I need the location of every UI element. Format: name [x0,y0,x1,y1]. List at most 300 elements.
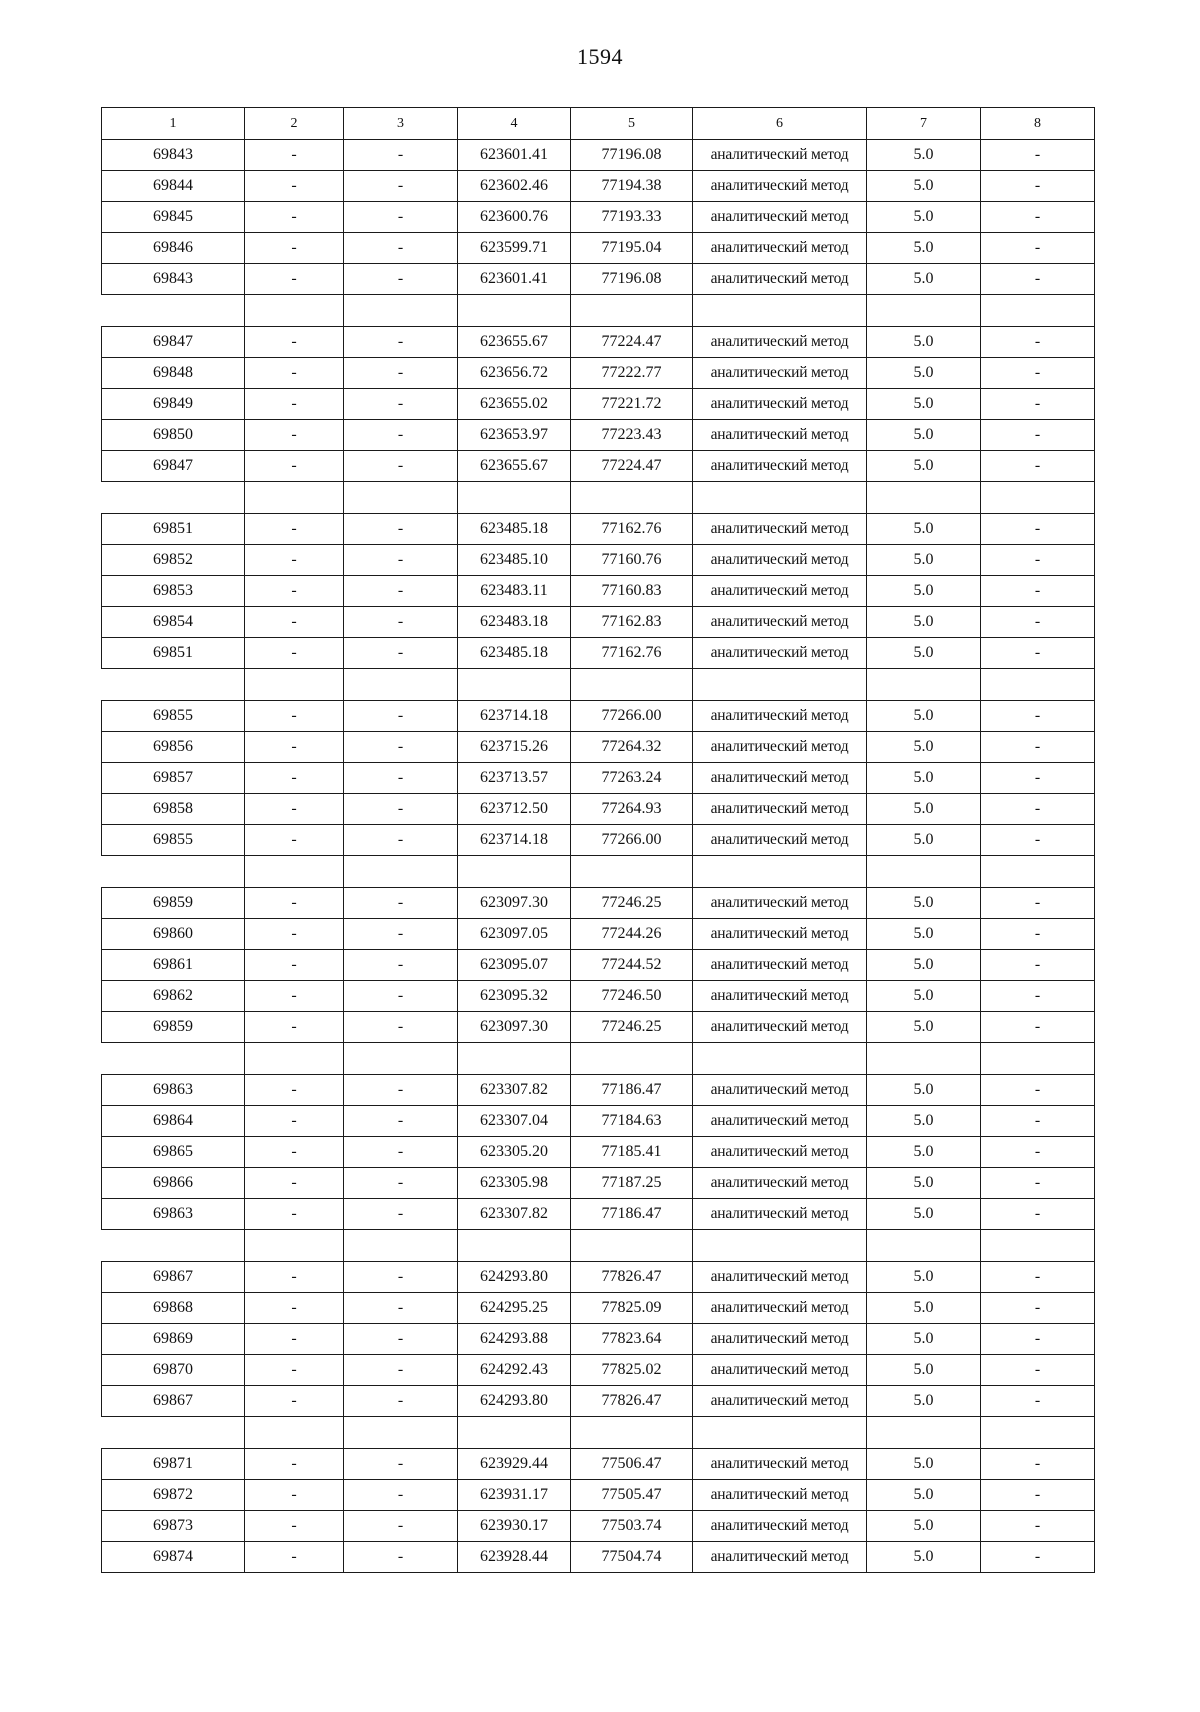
group-separator-row [102,1417,1095,1449]
col3-cell: - [344,638,458,669]
accuracy-cell: 5.0 [867,1480,981,1511]
x-coordinate-cell: 623714.18 [458,825,571,856]
x-coordinate-cell: 623097.05 [458,919,571,950]
accuracy-cell: 5.0 [867,264,981,295]
col8-cell: - [981,1075,1095,1106]
x-coordinate-cell: 623656.72 [458,358,571,389]
empty-cell [981,1230,1095,1262]
x-coordinate-cell: 623307.04 [458,1106,571,1137]
column-header-3: 3 [344,108,458,140]
col2-cell: - [245,701,344,732]
table-row [102,1293,1095,1324]
x-coordinate-cell: 623655.67 [458,451,571,482]
point-number-cell: 69866 [102,1168,245,1199]
point-number-cell: 69860 [102,919,245,950]
group-separator-row [102,856,1095,888]
table-row [102,1386,1095,1417]
x-coordinate-cell: 624292.43 [458,1355,571,1386]
y-coordinate-cell: 77506.47 [571,1449,693,1480]
accuracy-cell: 5.0 [867,545,981,576]
x-coordinate-cell: 623715.26 [458,732,571,763]
col8-cell: - [981,576,1095,607]
y-coordinate-cell: 77162.76 [571,638,693,669]
method-cell: аналитический метод [693,358,867,389]
group-separator-row [102,669,1095,701]
point-number-cell: 69853 [102,576,245,607]
x-coordinate-cell: 624293.88 [458,1324,571,1355]
method-cell: аналитический метод [693,389,867,420]
col3-cell: - [344,701,458,732]
empty-cell [245,669,344,701]
empty-cell [571,482,693,514]
empty-cell [981,669,1095,701]
table-row [102,981,1095,1012]
x-coordinate-cell: 623713.57 [458,763,571,794]
col3-cell: - [344,981,458,1012]
empty-cell [102,669,245,701]
col8-cell: - [981,1480,1095,1511]
table-row [102,264,1095,295]
col3-cell: - [344,514,458,545]
y-coordinate-cell: 77826.47 [571,1386,693,1417]
point-number-cell: 69857 [102,763,245,794]
method-cell: аналитический метод [693,576,867,607]
col3-cell: - [344,607,458,638]
accuracy-cell: 5.0 [867,140,981,171]
col8-cell: - [981,794,1095,825]
column-header-6: 6 [693,108,867,140]
table-row [102,233,1095,264]
y-coordinate-cell: 77266.00 [571,825,693,856]
col3-cell: - [344,1324,458,1355]
table-row [102,701,1095,732]
point-number-cell: 69865 [102,1137,245,1168]
col3-cell: - [344,420,458,451]
col3-cell: - [344,919,458,950]
empty-cell [693,1043,867,1075]
col2-cell: - [245,981,344,1012]
col3-cell: - [344,202,458,233]
x-coordinate-cell: 623305.20 [458,1137,571,1168]
empty-cell [571,1417,693,1449]
table-row [102,576,1095,607]
group-separator-row [102,295,1095,327]
col2-cell: - [245,1106,344,1137]
empty-cell [458,1417,571,1449]
table-row [102,327,1095,358]
method-cell: аналитический метод [693,233,867,264]
col8-cell: - [981,1511,1095,1542]
group-separator-row [102,482,1095,514]
empty-cell [102,295,245,327]
y-coordinate-cell: 77187.25 [571,1168,693,1199]
method-cell: аналитический метод [693,327,867,358]
col3-cell: - [344,1137,458,1168]
point-number-cell: 69868 [102,1293,245,1324]
col3-cell: - [344,1293,458,1324]
table-row [102,638,1095,669]
x-coordinate-cell: 623599.71 [458,233,571,264]
y-coordinate-cell: 77196.08 [571,264,693,295]
y-coordinate-cell: 77266.00 [571,701,693,732]
empty-cell [571,669,693,701]
col3-cell: - [344,233,458,264]
accuracy-cell: 5.0 [867,1012,981,1043]
x-coordinate-cell: 623307.82 [458,1075,571,1106]
table-row [102,950,1095,981]
method-cell: аналитический метод [693,140,867,171]
method-cell: аналитический метод [693,607,867,638]
col8-cell: - [981,1106,1095,1137]
y-coordinate-cell: 77504.74 [571,1542,693,1573]
y-coordinate-cell: 77503.74 [571,1511,693,1542]
empty-cell [458,669,571,701]
x-coordinate-cell: 624293.80 [458,1262,571,1293]
accuracy-cell: 5.0 [867,763,981,794]
col3-cell: - [344,732,458,763]
col8-cell: - [981,888,1095,919]
empty-cell [458,1043,571,1075]
y-coordinate-cell: 77160.83 [571,576,693,607]
col2-cell: - [245,763,344,794]
method-cell: аналитический метод [693,202,867,233]
col2-cell: - [245,1168,344,1199]
point-number-cell: 69850 [102,420,245,451]
table-row [102,732,1095,763]
method-cell: аналитический метод [693,1324,867,1355]
col2-cell: - [245,1324,344,1355]
x-coordinate-cell: 624293.80 [458,1386,571,1417]
point-number-cell: 69863 [102,1075,245,1106]
col8-cell: - [981,358,1095,389]
accuracy-cell: 5.0 [867,1199,981,1230]
y-coordinate-cell: 77246.25 [571,1012,693,1043]
col8-cell: - [981,389,1095,420]
method-cell: аналитический метод [693,545,867,576]
col2-cell: - [245,1542,344,1573]
col8-cell: - [981,545,1095,576]
empty-cell [693,295,867,327]
table-row [102,1480,1095,1511]
col2-cell: - [245,420,344,451]
y-coordinate-cell: 77186.47 [571,1075,693,1106]
col8-cell: - [981,1324,1095,1355]
y-coordinate-cell: 77186.47 [571,1199,693,1230]
x-coordinate-cell: 623712.50 [458,794,571,825]
y-coordinate-cell: 77264.93 [571,794,693,825]
x-coordinate-cell: 623305.98 [458,1168,571,1199]
method-cell: аналитический метод [693,1012,867,1043]
point-number-cell: 69863 [102,1199,245,1230]
col8-cell: - [981,233,1095,264]
x-coordinate-cell: 624295.25 [458,1293,571,1324]
point-number-cell: 69870 [102,1355,245,1386]
accuracy-cell: 5.0 [867,1542,981,1573]
point-number-cell: 69861 [102,950,245,981]
col3-cell: - [344,1168,458,1199]
col2-cell: - [245,171,344,202]
y-coordinate-cell: 77196.08 [571,140,693,171]
accuracy-cell: 5.0 [867,1355,981,1386]
method-cell: аналитический метод [693,919,867,950]
empty-cell [344,295,458,327]
col8-cell: - [981,140,1095,171]
accuracy-cell: 5.0 [867,171,981,202]
col3-cell: - [344,1386,458,1417]
y-coordinate-cell: 77193.33 [571,202,693,233]
point-number-cell: 69855 [102,825,245,856]
method-cell: аналитический метод [693,1511,867,1542]
accuracy-cell: 5.0 [867,420,981,451]
col3-cell: - [344,327,458,358]
method-cell: аналитический метод [693,1449,867,1480]
col3-cell: - [344,1542,458,1573]
col8-cell: - [981,732,1095,763]
point-number-cell: 69872 [102,1480,245,1511]
col3-cell: - [344,140,458,171]
accuracy-cell: 5.0 [867,638,981,669]
table-row [102,1106,1095,1137]
table-row [102,1449,1095,1480]
col2-cell: - [245,1199,344,1230]
accuracy-cell: 5.0 [867,1293,981,1324]
empty-cell [867,669,981,701]
empty-cell [867,482,981,514]
col8-cell: - [981,202,1095,233]
col8-cell: - [981,950,1095,981]
x-coordinate-cell: 623601.41 [458,264,571,295]
col8-cell: - [981,919,1095,950]
empty-cell [458,856,571,888]
point-number-cell: 69867 [102,1386,245,1417]
group-separator-row [102,1043,1095,1075]
method-cell: аналитический метод [693,794,867,825]
x-coordinate-cell: 623929.44 [458,1449,571,1480]
table-row [102,1168,1095,1199]
empty-cell [981,856,1095,888]
empty-cell [693,669,867,701]
method-cell: аналитический метод [693,264,867,295]
y-coordinate-cell: 77244.26 [571,919,693,950]
col3-cell: - [344,264,458,295]
col8-cell: - [981,825,1095,856]
empty-cell [102,1230,245,1262]
point-number-cell: 69869 [102,1324,245,1355]
empty-cell [867,1043,981,1075]
x-coordinate-cell: 623653.97 [458,420,571,451]
empty-cell [981,1043,1095,1075]
accuracy-cell: 5.0 [867,701,981,732]
col3-cell: - [344,358,458,389]
empty-cell [344,669,458,701]
method-cell: аналитический метод [693,950,867,981]
col8-cell: - [981,327,1095,358]
x-coordinate-cell: 623655.02 [458,389,571,420]
col8-cell: - [981,451,1095,482]
col2-cell: - [245,1262,344,1293]
table-row [102,171,1095,202]
accuracy-cell: 5.0 [867,1262,981,1293]
point-number-cell: 69851 [102,514,245,545]
col8-cell: - [981,701,1095,732]
point-number-cell: 69871 [102,1449,245,1480]
col3-cell: - [344,763,458,794]
col2-cell: - [245,607,344,638]
empty-cell [245,295,344,327]
y-coordinate-cell: 77246.50 [571,981,693,1012]
table-row [102,888,1095,919]
y-coordinate-cell: 77224.47 [571,451,693,482]
col8-cell: - [981,1012,1095,1043]
col8-cell: - [981,763,1095,794]
column-header-4: 4 [458,108,571,140]
method-cell: аналитический метод [693,1262,867,1293]
x-coordinate-cell: 623930.17 [458,1511,571,1542]
point-number-cell: 69848 [102,358,245,389]
x-coordinate-cell: 623095.32 [458,981,571,1012]
empty-cell [571,295,693,327]
col8-cell: - [981,171,1095,202]
accuracy-cell: 5.0 [867,1511,981,1542]
x-coordinate-cell: 623483.11 [458,576,571,607]
col2-cell: - [245,638,344,669]
col2-cell: - [245,1075,344,1106]
accuracy-cell: 5.0 [867,327,981,358]
empty-cell [867,856,981,888]
empty-cell [245,856,344,888]
y-coordinate-cell: 77185.41 [571,1137,693,1168]
col2-cell: - [245,1293,344,1324]
table-row [102,1262,1095,1293]
accuracy-cell: 5.0 [867,825,981,856]
col8-cell: - [981,514,1095,545]
col2-cell: - [245,825,344,856]
empty-cell [344,1230,458,1262]
col8-cell: - [981,420,1095,451]
accuracy-cell: 5.0 [867,1386,981,1417]
col8-cell: - [981,1199,1095,1230]
method-cell: аналитический метод [693,1386,867,1417]
empty-cell [344,856,458,888]
col2-cell: - [245,888,344,919]
empty-cell [867,295,981,327]
y-coordinate-cell: 77221.72 [571,389,693,420]
x-coordinate-cell: 623097.30 [458,888,571,919]
accuracy-cell: 5.0 [867,1137,981,1168]
method-cell: аналитический метод [693,1168,867,1199]
method-cell: аналитический метод [693,514,867,545]
col3-cell: - [344,1199,458,1230]
col3-cell: - [344,545,458,576]
y-coordinate-cell: 77246.25 [571,888,693,919]
empty-cell [102,1043,245,1075]
empty-cell [344,1043,458,1075]
col2-cell: - [245,732,344,763]
table-row [102,420,1095,451]
col2-cell: - [245,140,344,171]
col8-cell: - [981,607,1095,638]
accuracy-cell: 5.0 [867,607,981,638]
empty-cell [571,1043,693,1075]
col3-cell: - [344,389,458,420]
col2-cell: - [245,514,344,545]
method-cell: аналитический метод [693,451,867,482]
empty-cell [102,856,245,888]
col8-cell: - [981,1137,1095,1168]
col3-cell: - [344,1449,458,1480]
col3-cell: - [344,1075,458,1106]
col3-cell: - [344,1511,458,1542]
x-coordinate-cell: 623714.18 [458,701,571,732]
empty-cell [102,1417,245,1449]
accuracy-cell: 5.0 [867,981,981,1012]
x-coordinate-cell: 623485.10 [458,545,571,576]
table-row [102,607,1095,638]
table-row [102,451,1095,482]
point-number-cell: 69859 [102,888,245,919]
col3-cell: - [344,1480,458,1511]
empty-cell [245,482,344,514]
col2-cell: - [245,233,344,264]
point-number-cell: 69843 [102,264,245,295]
empty-cell [571,1230,693,1262]
col3-cell: - [344,888,458,919]
point-number-cell: 69858 [102,794,245,825]
method-cell: аналитический метод [693,732,867,763]
empty-cell [571,856,693,888]
empty-cell [693,856,867,888]
y-coordinate-cell: 77162.83 [571,607,693,638]
accuracy-cell: 5.0 [867,1324,981,1355]
point-number-cell: 69852 [102,545,245,576]
accuracy-cell: 5.0 [867,732,981,763]
method-cell: аналитический метод [693,1542,867,1573]
empty-cell [245,1230,344,1262]
point-number-cell: 69859 [102,1012,245,1043]
method-cell: аналитический метод [693,825,867,856]
col2-cell: - [245,1012,344,1043]
table-row [102,1355,1095,1386]
y-coordinate-cell: 77825.09 [571,1293,693,1324]
column-header-1: 1 [102,108,245,140]
empty-cell [344,1417,458,1449]
y-coordinate-cell: 77194.38 [571,171,693,202]
table-row [102,140,1095,171]
empty-cell [458,482,571,514]
empty-cell [102,482,245,514]
col3-cell: - [344,825,458,856]
y-coordinate-cell: 77222.77 [571,358,693,389]
x-coordinate-cell: 623307.82 [458,1199,571,1230]
table-row [102,763,1095,794]
col2-cell: - [245,451,344,482]
accuracy-cell: 5.0 [867,576,981,607]
col2-cell: - [245,1511,344,1542]
y-coordinate-cell: 77264.32 [571,732,693,763]
accuracy-cell: 5.0 [867,389,981,420]
x-coordinate-cell: 623601.41 [458,140,571,171]
empty-cell [344,482,458,514]
method-cell: аналитический метод [693,420,867,451]
method-cell: аналитический метод [693,1137,867,1168]
x-coordinate-cell: 623485.18 [458,638,571,669]
method-cell: аналитический метод [693,1075,867,1106]
x-coordinate-cell: 623485.18 [458,514,571,545]
col2-cell: - [245,1449,344,1480]
col2-cell: - [245,1480,344,1511]
col3-cell: - [344,1355,458,1386]
method-cell: аналитический метод [693,701,867,732]
